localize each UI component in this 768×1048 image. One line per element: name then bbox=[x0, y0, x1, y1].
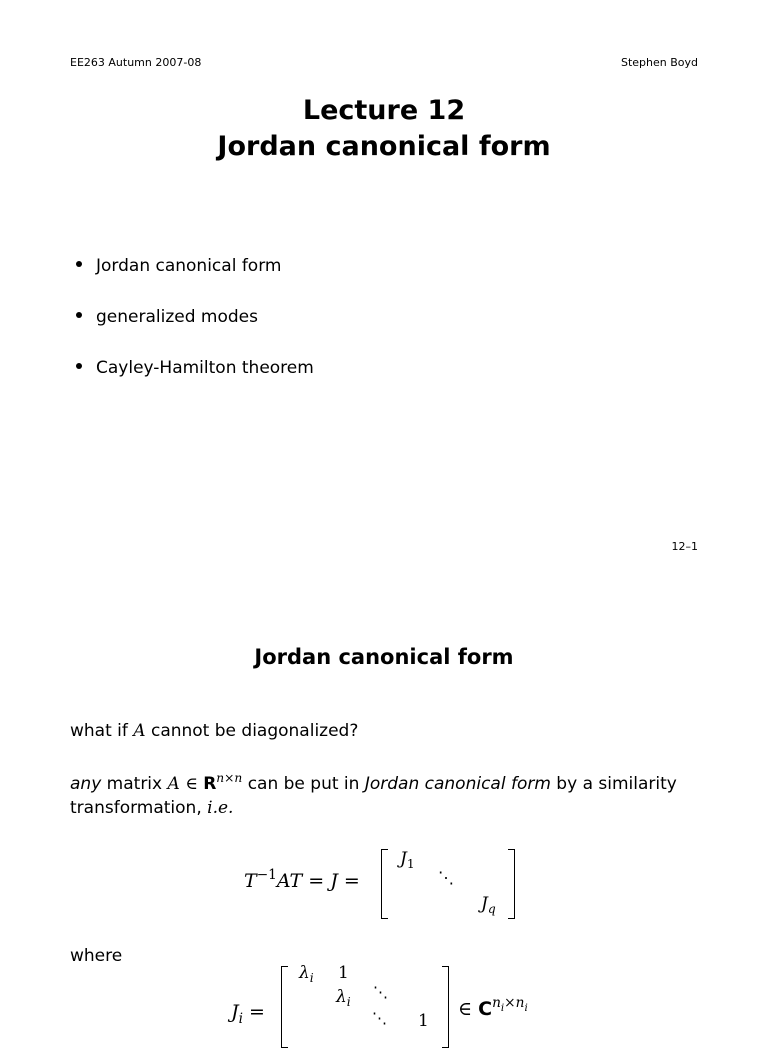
bullet-icon bbox=[76, 312, 82, 318]
emphasis-jcf: Jordan canonical form bbox=[364, 774, 551, 794]
matrix-entry-lambda bbox=[336, 987, 351, 1010]
inverse-superscript: −1 bbox=[256, 867, 277, 884]
complex-symbol: C bbox=[478, 998, 493, 1020]
course-header: EE263 Autumn 2007-08 bbox=[70, 56, 202, 69]
lecture-title: Jordan canonical form bbox=[217, 131, 551, 162]
equals-sign: = bbox=[243, 1001, 265, 1023]
right-bracket bbox=[442, 966, 449, 1048]
left-bracket bbox=[381, 849, 388, 919]
page-number: 12–1 bbox=[671, 540, 698, 553]
subscript: i bbox=[346, 995, 351, 1010]
left-bracket bbox=[281, 966, 288, 1048]
section-title: Jordan canonical form bbox=[254, 645, 514, 669]
element-of-symbol: ∈ bbox=[185, 774, 198, 794]
question-text: what if bbox=[70, 721, 134, 741]
subscript: i bbox=[309, 971, 314, 986]
bullet-icon bbox=[76, 363, 82, 369]
statement-text: can be put in bbox=[242, 774, 365, 794]
lambda-symbol: λ bbox=[336, 987, 347, 1007]
bullet-icon bbox=[76, 261, 82, 267]
dim-sub: i bbox=[524, 1001, 528, 1014]
diag-dots: ⋱ bbox=[438, 868, 454, 887]
block-Jq bbox=[481, 894, 496, 917]
equation-lhs bbox=[244, 867, 360, 892]
dim-sub: i bbox=[500, 1001, 505, 1014]
var-J: J bbox=[231, 1001, 239, 1023]
dim-times-n: ×n bbox=[504, 995, 525, 1012]
right-bracket bbox=[508, 849, 515, 919]
subscript: q bbox=[487, 902, 496, 917]
matrix-entry-one: 1 bbox=[338, 963, 349, 983]
element-of-symbol: ∈ bbox=[458, 998, 473, 1020]
statement-line-1 bbox=[70, 771, 677, 794]
matrix-entry-one: 1 bbox=[418, 1011, 429, 1031]
Ji-lhs bbox=[231, 1001, 265, 1027]
var-A: A bbox=[167, 774, 180, 794]
bullet-item bbox=[76, 307, 258, 327]
subscript: i bbox=[238, 1010, 243, 1027]
bullet-item bbox=[76, 358, 314, 378]
dimension-superscript bbox=[492, 995, 528, 1014]
question-line bbox=[70, 721, 358, 741]
equation-mid: AT = J = bbox=[276, 870, 360, 892]
statement-line-2 bbox=[70, 798, 233, 818]
dimension-superscript: n×n bbox=[216, 771, 243, 786]
var-A: A bbox=[133, 721, 146, 741]
bullet-label: Jordan canonical form bbox=[96, 256, 282, 276]
ie-abbrev: i.e. bbox=[207, 798, 234, 818]
dim-n: n bbox=[492, 995, 501, 1012]
bullet-label: generalized modes bbox=[96, 307, 258, 327]
subscript: 1 bbox=[406, 857, 415, 872]
matrix-entry-lambda bbox=[299, 963, 314, 986]
var-J: J bbox=[481, 894, 488, 914]
var-J: J bbox=[400, 849, 407, 869]
emphasis-any: any bbox=[70, 774, 102, 794]
membership-C bbox=[458, 995, 528, 1020]
reals-symbol: R bbox=[203, 774, 217, 794]
var-T: T bbox=[244, 870, 257, 892]
block-J1 bbox=[400, 849, 415, 872]
statement-text: by a similarity bbox=[550, 774, 677, 794]
where-text: where bbox=[70, 946, 123, 966]
bullet-item bbox=[76, 256, 281, 276]
bullet-label: Cayley-Hamilton theorem bbox=[96, 358, 314, 378]
lecture-number: Lecture 12 bbox=[302, 95, 466, 126]
author-header: Stephen Boyd bbox=[620, 56, 698, 69]
statement-text: transformation, bbox=[70, 798, 208, 818]
diag-dots: ⋱ bbox=[372, 1009, 387, 1027]
statement-text: matrix bbox=[101, 774, 168, 794]
lambda-symbol: λ bbox=[299, 963, 310, 983]
diag-dots: ⋱ bbox=[373, 983, 388, 1001]
question-text: cannot be diagonalized? bbox=[145, 721, 359, 741]
